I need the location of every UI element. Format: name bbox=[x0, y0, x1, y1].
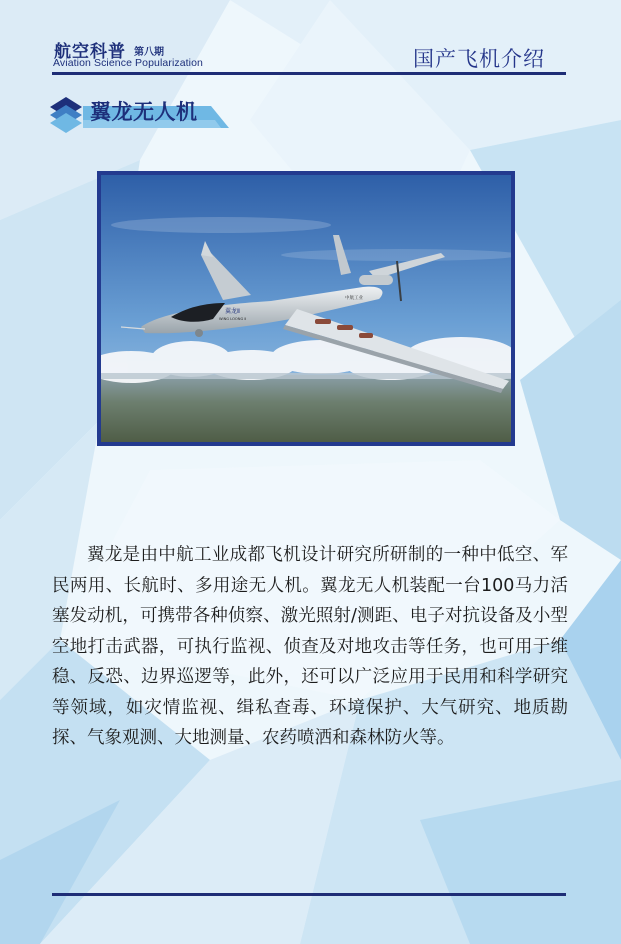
drone-tail-mark: 中航工业 bbox=[345, 296, 363, 301]
masthead-title: 航空科普 bbox=[54, 42, 126, 62]
masthead-issue: 第八期 bbox=[134, 47, 164, 58]
subject-title: 翼龙无人机 bbox=[90, 100, 198, 124]
masthead-subtitle: Aviation Science Popularization bbox=[53, 57, 203, 69]
stacked-diamonds-icon bbox=[48, 95, 84, 133]
header-divider bbox=[52, 72, 566, 75]
drone-decal: 翼龙Ⅱ bbox=[225, 308, 240, 315]
drone-decal-sub: WING LOONG Ⅱ bbox=[219, 317, 247, 321]
drone-photo bbox=[97, 171, 515, 446]
section-title: 国产飞机介绍 bbox=[413, 47, 545, 71]
footer-divider bbox=[52, 893, 566, 896]
article-body: 翼龙是由中航工业成都飞机设计研究所研制的一种中低空、军民两用、长航时、多用途无人机。翼龙无人机装配一台100马力活塞发动机，可携带各种侦察、激光照射/测距、电子对抗设备及小型空地打击武器，可执行监视、侦查及对地攻击等任务，也可用于维稳、反恐、边界巡逻等，此外，还可以广泛应用于民用和科学研究等领域，如灾情监视、缉私查毒、环境保护、大气研究、地质勘探、气象观测、大地测量、农药喷洒和森林防火等。 bbox=[52, 545, 568, 748]
